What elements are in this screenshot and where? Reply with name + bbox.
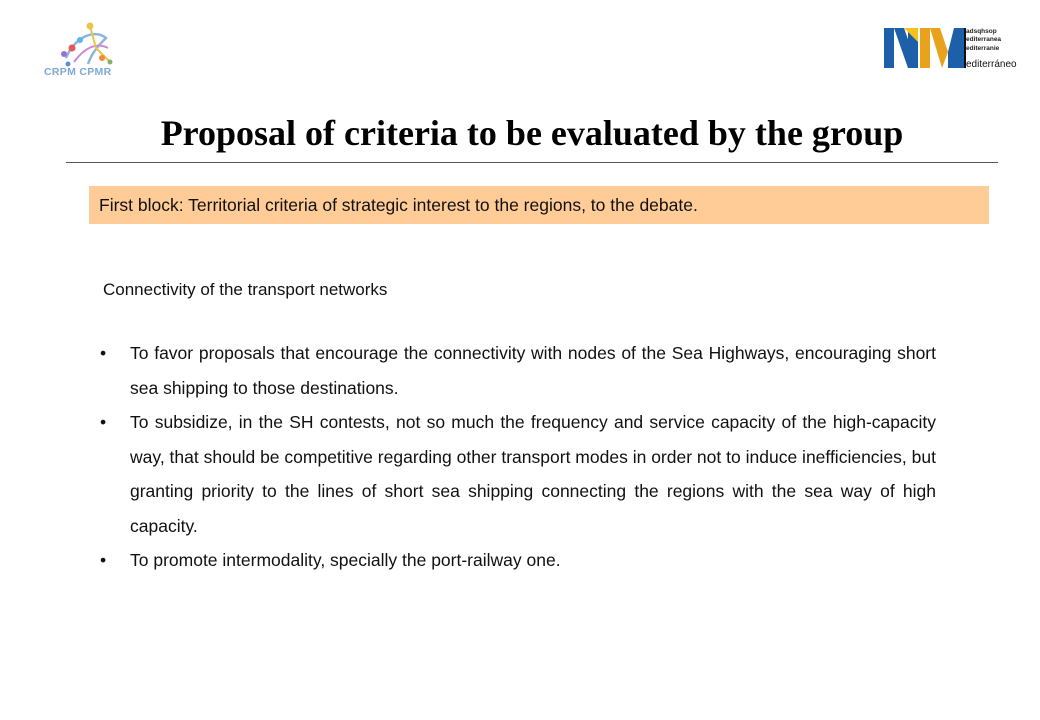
list-item	[100, 543, 936, 578]
nm-logo-lines	[966, 28, 1001, 53]
nm-logo-line: editerranie	[966, 44, 1000, 52]
section-heading: Connectivity of the transport networks	[103, 280, 388, 299]
bullet-icon: •	[100, 550, 107, 570]
nm-logo-line: editerranea	[966, 36, 1002, 44]
bullet-icon: •	[100, 343, 107, 363]
page-title: Proposal of criteria to be evaluated by the group	[160, 113, 904, 153]
bullet-icon: •	[100, 412, 107, 432]
list-item	[100, 405, 936, 543]
list-item-text: To favor proposals that encourage the connectivity with nodes of the Sea Highways, encouraging short sea shipping to those destinations.	[130, 343, 936, 398]
nm-logo-line: adsqhsop	[966, 28, 997, 35]
list-item-text: To subsidize, in the SH contests, not so much the frequency and service capacity of the high-capacity way, that should be competitive regarding other transport modes in order not to induce inefficiencies, but granting priority to the lines of short sea shipping connecting the regions with the sea way of high capacity.	[130, 412, 936, 536]
title-divider	[66, 162, 998, 163]
crpm-logo-text: CRPM CPMR	[44, 66, 112, 78]
criteria-list	[100, 336, 936, 578]
list-item-text: To promote intermodality, specially the port-railway one.	[130, 550, 561, 570]
list-item	[100, 336, 936, 405]
nm-logo-word: editerráneo	[966, 59, 1017, 70]
block-banner: First block: Territorial criteria of strategic interest to the regions, to the debate.	[89, 186, 989, 224]
